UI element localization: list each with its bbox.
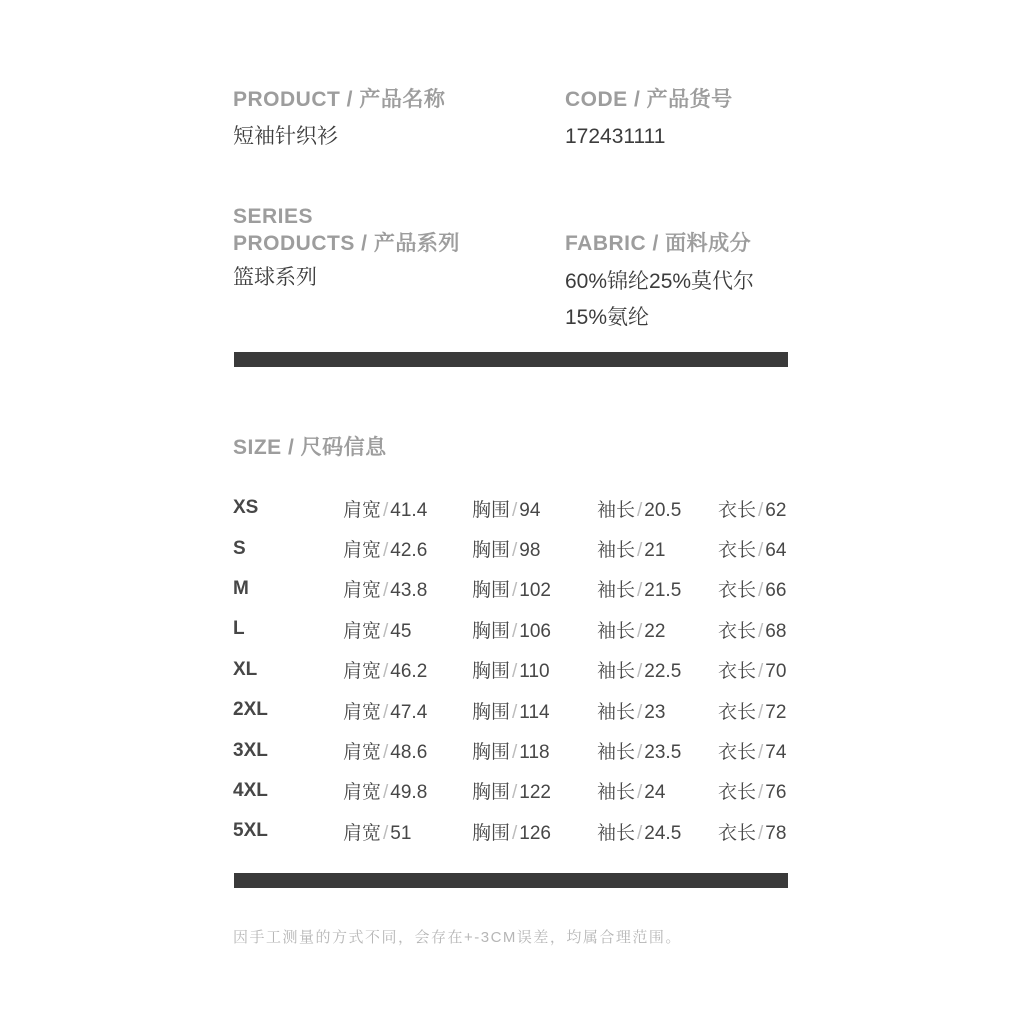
table-row — [233, 811, 790, 851]
code-label: CODE / 产品货号 — [565, 88, 733, 111]
table-row — [233, 690, 790, 730]
measurement-cell — [597, 777, 718, 804]
slash-separator: / — [758, 782, 764, 804]
measurement-cell — [472, 777, 597, 804]
measurement-label: 衣长 — [718, 742, 757, 764]
measurement-label: 胸围 — [472, 620, 511, 642]
series-label-line2: PRODUCTS / 产品系列 — [233, 232, 460, 255]
measurement-value: 49.8 — [390, 782, 428, 804]
measurement-value: 21.5 — [644, 580, 682, 602]
measurement-value: 64 — [765, 540, 787, 562]
measurement-cell — [718, 818, 790, 845]
measurement-value: 51 — [390, 822, 412, 844]
slash-separator: / — [637, 661, 643, 683]
measurement-label: 袖长 — [597, 701, 636, 723]
size-label: XL — [233, 658, 258, 680]
measurement-label: 袖长 — [597, 620, 636, 642]
measurement-value: 110 — [519, 661, 550, 683]
slash-separator: / — [637, 580, 643, 602]
slash-separator: / — [512, 499, 518, 521]
fabric-composition-line1: 60%锦纶25%莫代尔 — [565, 270, 755, 293]
measurement-cell — [343, 737, 472, 764]
size-label: 5XL — [233, 820, 268, 842]
measurement-label: 胸围 — [472, 782, 511, 804]
measurement-cell — [343, 495, 472, 522]
measurement-value: 72 — [765, 701, 787, 723]
measurement-label: 肩宽 — [343, 540, 382, 562]
measurement-value: 62 — [765, 499, 787, 521]
measurement-label: 胸围 — [472, 499, 511, 521]
measurement-value: 23 — [644, 701, 666, 723]
slash-separator: / — [383, 701, 389, 723]
measurement-cell — [343, 697, 472, 724]
slash-separator: / — [512, 742, 518, 764]
measurement-cell — [597, 575, 718, 602]
fabric-composition-line2: 15%氨纶 — [565, 306, 650, 329]
measurement-cell — [343, 777, 472, 804]
series-name: 篮球系列 — [233, 266, 317, 289]
measurement-value: 43.8 — [390, 580, 428, 602]
measurement-value: 47.4 — [390, 701, 428, 723]
measurement-value: 98 — [519, 540, 541, 562]
measurement-label: 衣长 — [718, 701, 757, 723]
size-label: M — [233, 577, 249, 599]
measurement-label: 肩宽 — [343, 782, 382, 804]
measurement-value: 41.4 — [390, 499, 428, 521]
measurement-cell — [343, 656, 472, 683]
slash-separator: / — [383, 499, 389, 521]
divider-bar-bottom — [234, 873, 788, 888]
slash-separator: / — [383, 540, 389, 562]
measurement-value: 78 — [765, 822, 787, 844]
measurement-cell — [597, 737, 718, 764]
measurement-value: 106 — [519, 620, 551, 642]
slash-separator: / — [637, 540, 643, 562]
measurement-label: 衣长 — [718, 822, 757, 844]
measurement-value: 22.5 — [644, 661, 682, 683]
table-row — [233, 730, 790, 770]
measurement-cell — [597, 495, 718, 522]
measurement-cell — [597, 535, 718, 562]
measurement-value: 122 — [519, 782, 551, 804]
measurement-cell — [472, 575, 597, 602]
measurement-label: 衣长 — [718, 540, 757, 562]
measurement-label: 衣长 — [718, 782, 757, 804]
measurement-label: 袖长 — [597, 822, 636, 844]
measurement-value: 23.5 — [644, 742, 682, 764]
measurement-cell — [597, 656, 718, 683]
measurement-value: 126 — [519, 822, 551, 844]
slash-separator: / — [383, 822, 389, 844]
measurement-label: 肩宽 — [343, 620, 382, 642]
measurement-label: 胸围 — [472, 742, 511, 764]
measurement-note: 因手工测量的方式不同，会存在+-3CM误差，均属合理范围。 — [233, 929, 682, 946]
size-label: 2XL — [233, 699, 268, 721]
measurement-label: 肩宽 — [343, 499, 382, 521]
slash-separator: / — [758, 580, 764, 602]
measurement-value: 46.2 — [390, 661, 428, 683]
slash-separator: / — [758, 661, 764, 683]
slash-separator: / — [512, 701, 518, 723]
measurement-label: 肩宽 — [343, 661, 382, 683]
slash-separator: / — [637, 782, 643, 804]
measurement-value: 24 — [644, 782, 666, 804]
size-label: S — [233, 537, 246, 559]
measurement-value: 114 — [519, 701, 550, 723]
divider-bar-top — [234, 352, 788, 367]
size-section-label: SIZE / 尺码信息 — [233, 436, 387, 459]
measurement-cell — [718, 656, 790, 683]
measurement-cell — [597, 818, 718, 845]
slash-separator: / — [758, 742, 764, 764]
series-fabric-section — [233, 203, 790, 336]
measurement-label: 衣长 — [718, 580, 757, 602]
measurement-cell — [718, 616, 790, 643]
measurement-label: 胸围 — [472, 661, 511, 683]
slash-separator: / — [637, 742, 643, 764]
slash-separator: / — [383, 580, 389, 602]
size-table — [233, 488, 790, 852]
measurement-label: 袖长 — [597, 580, 636, 602]
measurement-value: 42.6 — [390, 540, 428, 562]
slash-separator: / — [383, 620, 389, 642]
measurement-value: 66 — [765, 580, 787, 602]
measurement-label: 衣长 — [718, 620, 757, 642]
slash-separator: / — [637, 620, 643, 642]
product-code-section — [233, 86, 790, 150]
measurement-label: 袖长 — [597, 499, 636, 521]
slash-separator: / — [512, 620, 518, 642]
measurement-label: 袖长 — [597, 540, 636, 562]
measurement-value: 48.6 — [390, 742, 428, 764]
measurement-cell — [472, 818, 597, 845]
slash-separator: / — [383, 742, 389, 764]
slash-separator: / — [383, 782, 389, 804]
measurement-label: 衣长 — [718, 661, 757, 683]
measurement-cell — [597, 697, 718, 724]
measurement-value: 21 — [644, 540, 666, 562]
product-block — [233, 86, 565, 150]
fabric-label: FABRIC / 面料成分 — [565, 232, 752, 255]
measurement-value: 70 — [765, 661, 787, 683]
measurement-cell — [472, 535, 597, 562]
measurement-value: 20.5 — [644, 499, 682, 521]
fabric-composition — [565, 264, 790, 336]
slash-separator: / — [758, 620, 764, 642]
table-row — [233, 528, 790, 568]
measurement-value: 22 — [644, 620, 666, 642]
measurement-cell — [718, 575, 790, 602]
measurement-label: 肩宽 — [343, 580, 382, 602]
code-block — [565, 86, 790, 150]
slash-separator: / — [512, 782, 518, 804]
measurement-value: 45 — [390, 620, 412, 642]
measurement-cell — [343, 575, 472, 602]
size-label: 3XL — [233, 739, 268, 761]
slash-separator: / — [512, 822, 518, 844]
slash-separator: / — [383, 661, 389, 683]
measurement-cell — [343, 616, 472, 643]
measurement-cell — [343, 818, 472, 845]
product-label: PRODUCT / 产品名称 — [233, 88, 446, 111]
table-row — [233, 569, 790, 609]
measurement-label: 胸围 — [472, 580, 511, 602]
series-block — [233, 203, 565, 336]
measurement-label: 胸围 — [472, 540, 511, 562]
measurement-value: 102 — [519, 580, 551, 602]
measurement-value: 68 — [765, 620, 787, 642]
slash-separator: / — [758, 701, 764, 723]
measurement-cell — [472, 737, 597, 764]
measurement-cell — [597, 616, 718, 643]
code-value: 172431111 — [565, 125, 666, 148]
slash-separator: / — [637, 701, 643, 723]
measurement-cell — [718, 737, 790, 764]
measurement-cell — [472, 656, 597, 683]
fabric-block — [565, 203, 790, 336]
series-label-line1: SERIES — [233, 205, 314, 228]
measurement-value: 24.5 — [644, 822, 682, 844]
measurement-label: 肩宽 — [343, 822, 382, 844]
slash-separator: / — [758, 540, 764, 562]
measurement-value: 118 — [519, 742, 550, 764]
measurement-value: 94 — [519, 499, 541, 521]
slash-separator: / — [512, 661, 518, 683]
table-row — [233, 771, 790, 811]
product-name: 短袖针织衫 — [233, 125, 338, 148]
measurement-label: 袖长 — [597, 782, 636, 804]
measurement-label: 袖长 — [597, 661, 636, 683]
size-label: 4XL — [233, 779, 268, 801]
measurement-cell — [718, 697, 790, 724]
slash-separator: / — [637, 822, 643, 844]
measurement-label: 袖长 — [597, 742, 636, 764]
measurement-label: 胸围 — [472, 822, 511, 844]
measurement-value: 76 — [765, 782, 787, 804]
size-label: L — [233, 618, 245, 640]
measurement-cell — [718, 535, 790, 562]
table-row — [233, 609, 790, 649]
measurement-cell — [472, 495, 597, 522]
measurement-label: 衣长 — [718, 499, 757, 521]
slash-separator: / — [637, 499, 643, 521]
table-row — [233, 650, 790, 690]
measurement-cell — [718, 777, 790, 804]
measurement-label: 胸围 — [472, 701, 511, 723]
measurement-cell — [472, 616, 597, 643]
size-label: XS — [233, 497, 259, 519]
measurement-label: 肩宽 — [343, 701, 382, 723]
measurement-cell — [343, 535, 472, 562]
slash-separator: / — [512, 540, 518, 562]
measurement-label: 肩宽 — [343, 742, 382, 764]
slash-separator: / — [512, 580, 518, 602]
measurement-cell — [718, 495, 790, 522]
slash-separator: / — [758, 822, 764, 844]
slash-separator: / — [758, 499, 764, 521]
table-row — [233, 488, 790, 528]
measurement-cell — [472, 697, 597, 724]
measurement-value: 74 — [765, 742, 787, 764]
